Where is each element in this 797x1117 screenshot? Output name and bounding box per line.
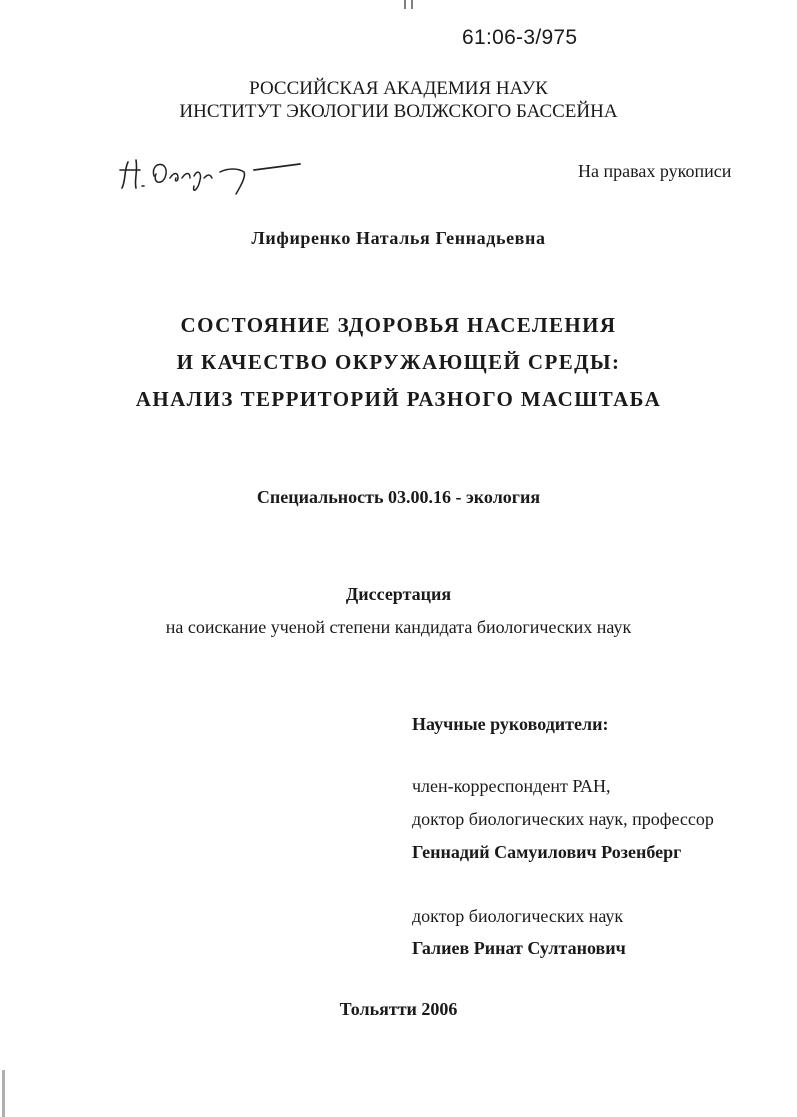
institution-line-1: РОССИЙСКАЯ АКАДЕМИЯ НАУК xyxy=(249,78,548,99)
title-line-1: СОСТОЯНИЕ ЗДОРОВЬЯ НАСЕЛЕНИЯ xyxy=(180,313,617,337)
supervisor-1-name: Геннадий Самуилович Розенберг xyxy=(412,842,682,862)
author-name: Лифиренко Наталья Геннадьевна xyxy=(251,228,546,248)
title-line-2: И КАЧЕСТВО ОКРУЖАЮЩЕЙ СРЕДЫ: xyxy=(176,350,621,374)
supervisor-2-degree: доктор биологических наук xyxy=(412,906,624,926)
dissertation-heading: Диссертация xyxy=(345,584,452,604)
institution-line-2: ИНСТИТУТ ЭКОЛОГИИ ВОЛЖСКОГО БАССЕЙНА xyxy=(179,101,618,122)
rights-note: На правах рукописи xyxy=(578,161,732,181)
scan-edge xyxy=(2,1070,5,1117)
dissertation-subtitle: на соискание ученой степени кандидата биологических наук xyxy=(165,617,632,637)
title-line-3: АНАЛИЗ ТЕРРИТОРИЙ РАЗНОГО МАСШТАБА xyxy=(135,387,662,411)
catalog-number: 61:06-3/975 xyxy=(462,26,578,49)
supervisors-heading: Научные руководители: xyxy=(412,714,609,734)
supervisor-2-name: Галиев Ринат Султанович xyxy=(412,938,626,958)
handwritten-signature xyxy=(116,150,306,196)
supervisor-1-degree: доктор биологических наук, профессор xyxy=(412,809,714,829)
city-year: Тольятти 2006 xyxy=(339,999,458,1019)
specialty: Специальность 03.00.16 - экология xyxy=(256,487,541,507)
supervisor-1-rank: член-корреспондент РАН, xyxy=(412,776,611,796)
scan-mark xyxy=(402,0,416,10)
